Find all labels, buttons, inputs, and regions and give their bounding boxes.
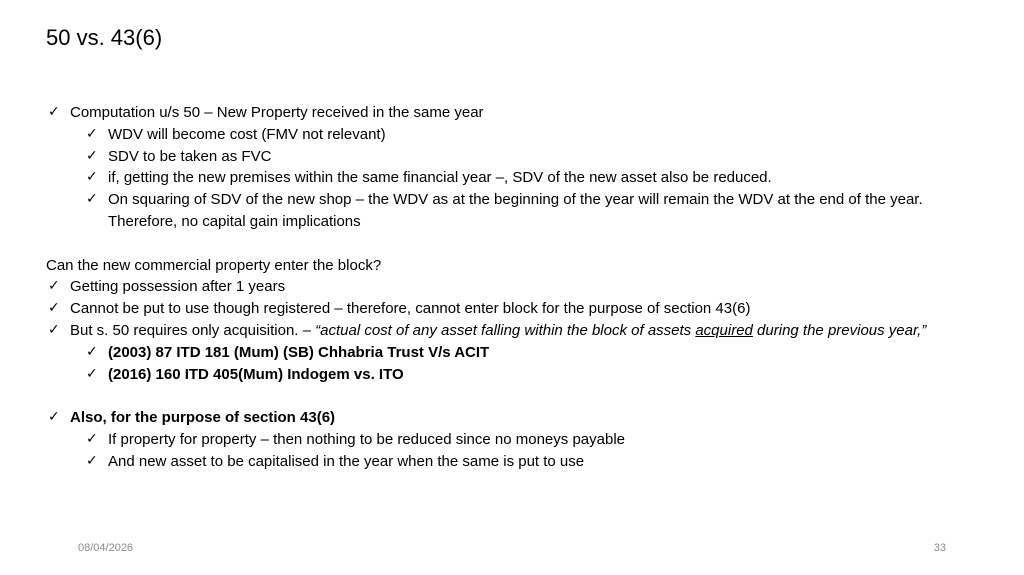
quote-text-part2: during the previous year,” <box>752 321 927 339</box>
checkmark-icon: ✓ <box>48 409 60 426</box>
bullet-text: If property for property – then nothing to be reduced since no moneys payable <box>108 430 625 448</box>
page-number: 33 <box>933 542 946 554</box>
sub-bullet <box>46 146 946 168</box>
spacer <box>46 385 946 407</box>
checkmark-icon: ✓ <box>48 104 60 120</box>
sub-bullet <box>46 451 946 473</box>
spacer <box>46 233 946 255</box>
case-text: (2016) 160 ITD 405(Mum) Indogem vs. ITO <box>108 365 404 383</box>
sub-bullet <box>46 189 946 233</box>
checkmark-icon: ✓ <box>86 430 98 447</box>
question-heading: Can the new commercial property enter the block? <box>46 256 382 274</box>
case-text: (2003) 87 ITD 181 (Mum) (SB) Chhabria Trust V/s ACIT <box>108 343 490 361</box>
bullet-text: SDV to be taken as FVC <box>108 147 272 165</box>
checkmark-icon: ✓ <box>86 365 98 382</box>
case-citation <box>46 342 946 364</box>
checkmark-icon: ✓ <box>86 125 98 142</box>
checkmark-icon: ✓ <box>48 321 60 338</box>
bullet-text: Also, for the purpose of section 43(6) <box>70 409 336 427</box>
bullet-text: if, getting the new premises within the same financial year –, SDV of the new asset also be reduced. <box>108 169 772 187</box>
checkmark-icon: ✓ <box>48 278 60 295</box>
quote-text-part1: “actual cost of any asset falling within the block of assets <box>315 321 696 339</box>
bullet-text: Computation u/s 50 – New Property received in the same year <box>70 104 484 121</box>
sub-bullet <box>46 429 946 451</box>
checkmark-icon: ✓ <box>86 191 98 208</box>
checkmark-icon: ✓ <box>48 300 60 317</box>
quote-prefix: But s. 50 requires only acquisition. – <box>70 321 316 339</box>
sub-bullet <box>46 167 946 189</box>
case-citation <box>46 364 946 386</box>
slide-title: 50 vs. 43(6) <box>46 25 163 50</box>
footer-date: 08/04/2026 <box>78 542 134 554</box>
checkmark-icon: ✓ <box>86 343 98 360</box>
quote-underlined-word: acquired <box>695 321 753 339</box>
bullet <box>46 276 946 298</box>
checkmark-icon: ✓ <box>86 147 98 164</box>
bullet-text: Getting possession after 1 years <box>70 278 286 296</box>
slide-content <box>46 102 946 473</box>
bullet-text: Cannot be put to use though registered – therefore, cannot enter block for the purpose of section 43(6) <box>70 300 751 318</box>
bullet <box>46 298 946 320</box>
bullet-text: WDV will become cost (FMV not relevant) <box>108 125 386 143</box>
checkmark-icon: ✓ <box>86 169 98 186</box>
bullet-quote <box>46 320 946 342</box>
bullet-text: And new asset to be capitalised in the year when the same is put to use <box>108 452 585 470</box>
checkmark-icon: ✓ <box>86 452 98 469</box>
bullet-computation-u-s-50 <box>46 102 946 124</box>
sub-bullet <box>46 124 946 146</box>
bullet-text: On squaring of SDV of the new shop – the WDV as at the beginning of the year will remain the WDV at the end of the year. Therefore, no capital gain implications <box>108 191 923 230</box>
bullet-section-43-6 <box>46 407 946 429</box>
